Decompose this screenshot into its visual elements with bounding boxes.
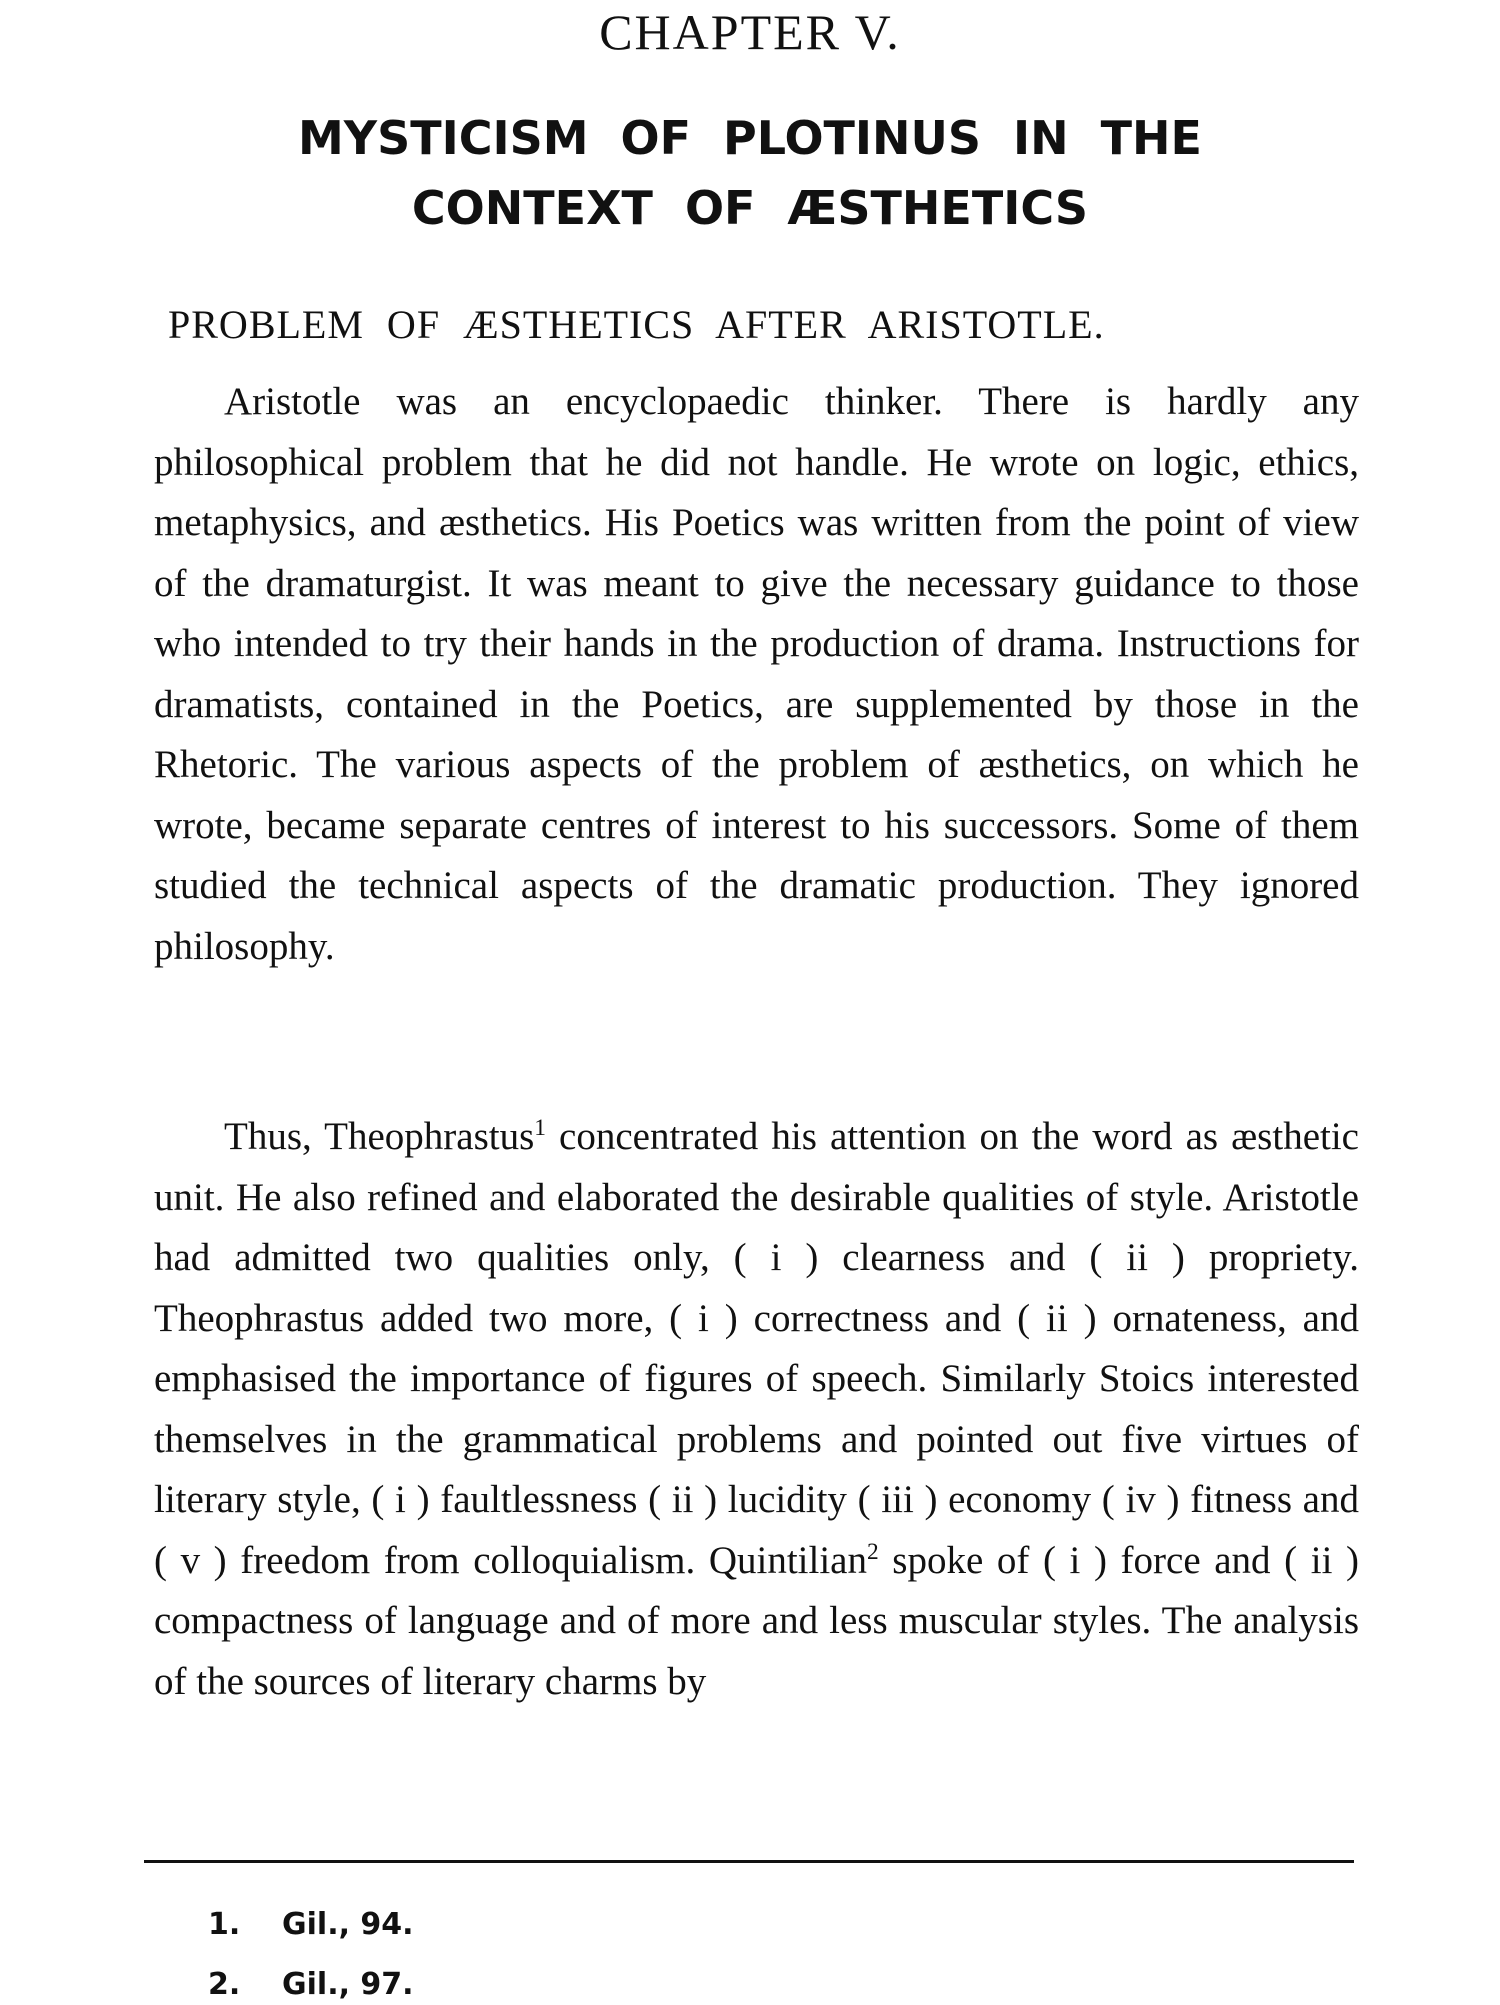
chapter-title <box>0 103 1500 243</box>
footnote-1-text: Gil., 94. <box>282 1907 414 1942</box>
footnote-2-number: 2. <box>208 1967 241 2002</box>
paragraph-2-part-3: spoke of ( i ) force and ( ii ) compactness of language and of more and less muscular styles. The analysis of the sources of literary charms by <box>154 1538 1359 1703</box>
paragraph-1: Aristotle was an encyclopaedic thinker. There is hardly any philosophical problem that he did not handle. He wrote on logic, ethics, metaphysics, and æsthetics. His Poetics was written from the point of view of the dramaturgist. It was meant to give the necessary guidance to those who intended to try their hands in the production of drama. Instructions for dramatists, contained in the Poetics, are supplemented by those in the Rhetoric. The various aspects of the problem of æsthetics, on which he wrote, became separate centres of interest to his successors. Some of them studied the technical aspects of the dramatic production. They ignored philosophy. <box>154 380 1359 968</box>
footnote-ref-2: 2 <box>867 1538 879 1565</box>
footnote-ref-1: 1 <box>534 1115 546 1141</box>
footnote-2-text: Gil., 97. <box>282 1967 414 2002</box>
chapter-title-line-1: MYSTICISM OF PLOTINUS IN THE <box>298 111 1202 165</box>
paragraph-2 <box>154 1107 1359 1712</box>
footnote-2 <box>208 1965 414 2005</box>
chapter-title-line-2: CONTEXT OF ÆSTHETICS <box>411 181 1089 235</box>
paragraph-2-part-2: concentrated his attention on the word as æsthetic unit. He also refined and elaborated the desirable qualities of style. Aristotle had admitted two qualities only, ( i ) clearness and ( ii ) propriety. Theophrastus added two more, ( i ) correctness and ( ii ) ornateness, and emphasised the importance of figures of speech. Similarly Stoics interested themselves in the grammatical problems and pointed out five virtues of literary style, ( i ) faultlessness ( ii ) lucidity ( iii ) economy ( iv ) fitness and ( v ) freedom from colloquialism. Quintilian <box>154 1115 1359 1582</box>
paragraph-2-part-1: Thus, Theophrastus <box>224 1115 535 1158</box>
section-heading: PROBLEM OF ÆSTHETICS AFTER ARISTOTLE. <box>168 302 1105 347</box>
footnote-divider <box>144 1860 1354 1863</box>
footnote-1 <box>208 1905 414 1945</box>
footnote-1-number: 1. <box>208 1907 241 1942</box>
chapter-label: CHAPTER V. <box>599 4 901 60</box>
